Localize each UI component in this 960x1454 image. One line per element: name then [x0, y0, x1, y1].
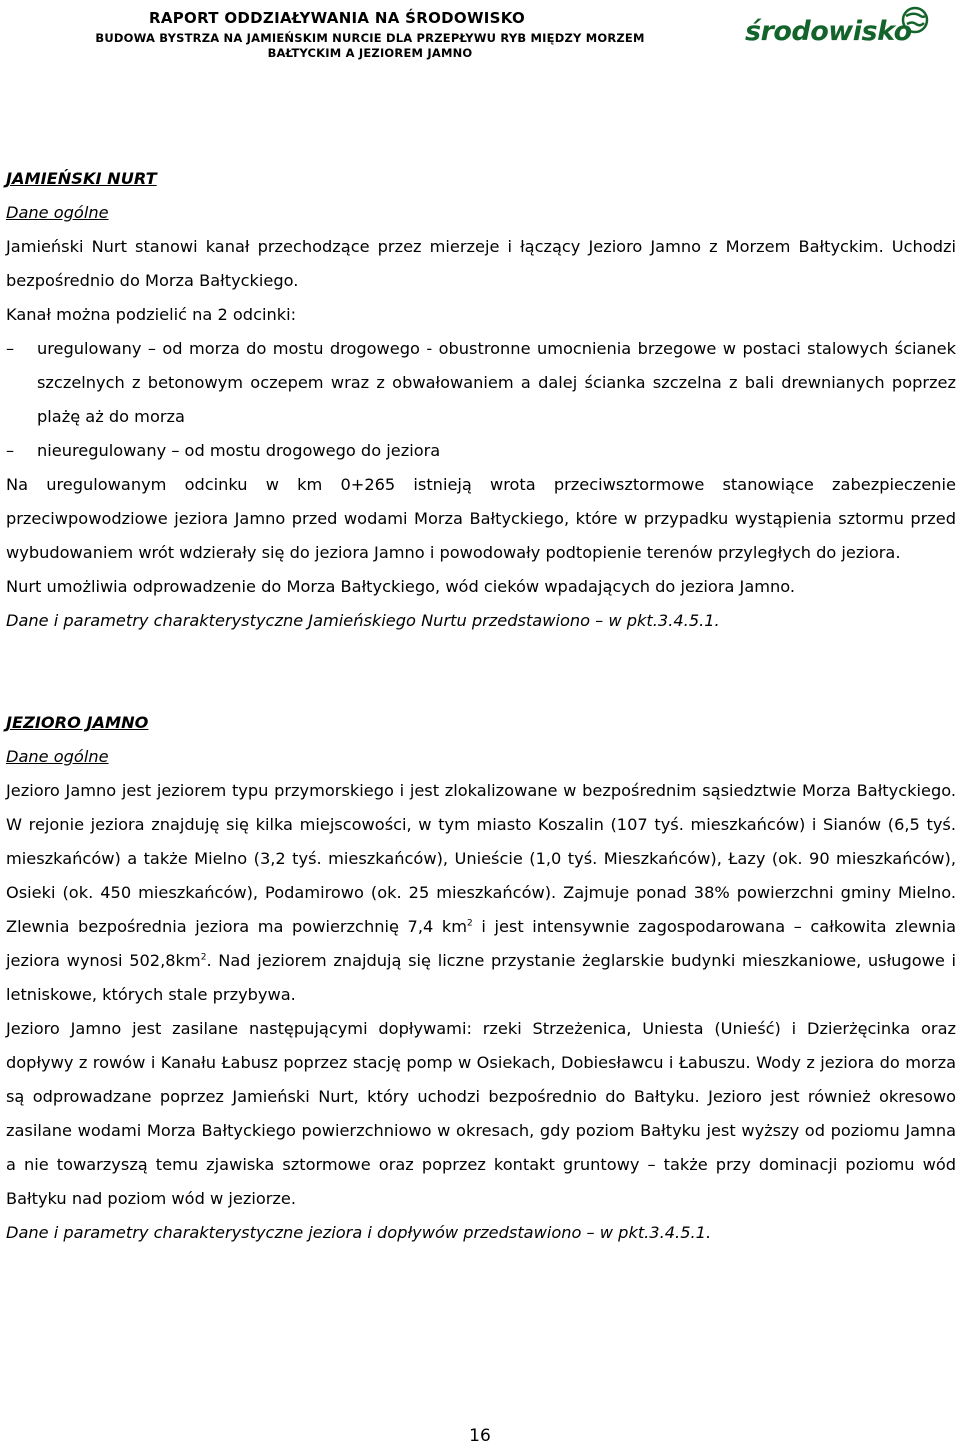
footer-divider: [0, 1420, 960, 1421]
srodowisko-logo: [745, 4, 935, 48]
document-body: [6, 162, 956, 1250]
paragraph: Na uregulowanym odcinku w km 0+265 istnieją wrota przeciwsztormowe stanowiące zabezpieczenie przeciwpowodziowe jeziora Jamno przed wodami Morza Bałtyckiego, które w przypadku wystąpienia sztormu przed wybudowaniem wrót wdzierały się do jeziora Jamno i powodowały podtopienie terenów przyległych do jeziora.: [6, 475, 956, 562]
paragraph: Kanał można podzielić na 2 odcinki:: [6, 305, 297, 324]
report-title: RAPORT ODDZIAŁYWANIA NA ŚRODOWISKO: [149, 9, 526, 27]
paragraph-text: . Nad jeziorem znajdują się liczne przystanie żeglarskie budynki mieszkaniowe, usługowe i letniskowe, których stale przybywa.: [6, 951, 956, 1004]
section-heading-jezioro-jamno: JEZIORO JAMNO: [6, 713, 149, 732]
section-subheading: Dane ogólne: [6, 747, 109, 766]
report-subtitle-line2: BAŁTYCKIM A JEZIOREM JAMNO: [267, 46, 473, 60]
bullet-marker: –: [6, 441, 15, 460]
paragraph: Jamieński Nurt stanowi kanał przechodzące przez mierzeje i łączący Jezioro Jamno z Morzem Bałtyckim. Uchodzi bezpośrednio do Morza Bałtyckiego.: [6, 237, 956, 290]
section-heading-jamienski-nurt: JAMIEŃSKI NURT: [6, 169, 157, 188]
paragraph: [6, 774, 956, 1012]
list-item: [6, 434, 956, 468]
report-subtitle-line1: BUDOWA BYSTRZA NA JAMIEŃSKIM NURCIE DLA PRZEPŁYWU RYB MIĘDZY MORZEM: [95, 31, 645, 45]
globe-icon: [901, 6, 929, 34]
paragraph-text: i jest intensywnie zagospodarowana – całkowita zlewnia jeziora wynosi 502,8km: [6, 917, 956, 970]
reference-note: Dane i parametry charakterystyczne jeziora i dopływów przedstawiono – w pkt.3.4.5.1.: [6, 1223, 712, 1242]
bullet-marker: –: [6, 339, 15, 358]
superscript: 2: [200, 952, 207, 963]
paragraph: Jezioro Jamno jest zasilane następującymi dopływami: rzeki Strzeżenica, Uniesta (Unieść) i Dzierżęcinka oraz dopływy z rowów i Kanału Łabusz poprzez stację pomp w Osiekach, Dobiesławcu i Łabuszu. Wody z jeziora do morza są odprowadzane poprzez Jamieński Nurt, który uchodzi bezpośrednio do Bałtyku. Jezioro jest również okresowo zasilane wodami Morza Bałtyckiego powierzchniowo w okresach, gdy poziom Bałtyku jest wyższy od poziomu Jamna a nie towarzyszą temu zjawiska sztormowe oraz poprzez kontakt gruntowy – także przy dominacji poziomu wód Bałtyku nad poziom wód w jeziorze.: [6, 1019, 956, 1208]
superscript: 2: [467, 918, 473, 929]
paragraph-text: Jezioro Jamno jest jeziorem typu przymorskiego i jest zlokalizowane w bezpośrednim sąsiedztwie Morza Bałtyckiego. W rejonie jeziora znajduję się kilka miejscowości, w tym miasto Koszalin (107 tyś. mieszkańców) i Sianów (6,5 tyś. mieszkańców) a także Mielno (3,2 tyś. mieszkańców), Unieście (1,0 tyś. Mieszkańców), Łazy (ok. 90 mieszkańców), Osieki (ok. 450 mieszkańców), Podamirowo (ok. 25 mieszkańców). Zajmuje ponad 38% powierzchni gminy Mielno. Zlewnia bezpośrednia jeziora ma powierzchnię 7,4 km: [6, 781, 956, 936]
header-divider: [0, 64, 960, 65]
reference-note: Dane i parametry charakterystyczne Jamieńskiego Nurtu przedstawiono – w pkt.3.4.5.1.: [6, 611, 720, 630]
list-item-text: uregulowany – od morza do mostu drogowego - obustronne umocnienia brzegowe w postaci stalowych ścianek szczelnych z betonowym oczepem wraz z obwałowaniem a dalej ścianka szczelna z bali drewnianych poprzez plażę aż do morza: [37, 339, 956, 426]
page-number: 16: [469, 1426, 491, 1446]
list-item-text: nieuregulowany – od mostu drogowego do jeziora: [37, 441, 441, 460]
page-footer: [0, 1420, 960, 1454]
section-spacer: [6, 638, 956, 706]
paragraph: Nurt umożliwia odprowadzenie do Morza Bałtyckiego, wód cieków wpadających do jeziora Jamno.: [6, 577, 796, 596]
page-header: [0, 0, 960, 62]
section-subheading: Dane ogólne: [6, 203, 109, 222]
logo-text: środowisko: [745, 16, 912, 47]
list-item: [6, 332, 956, 434]
